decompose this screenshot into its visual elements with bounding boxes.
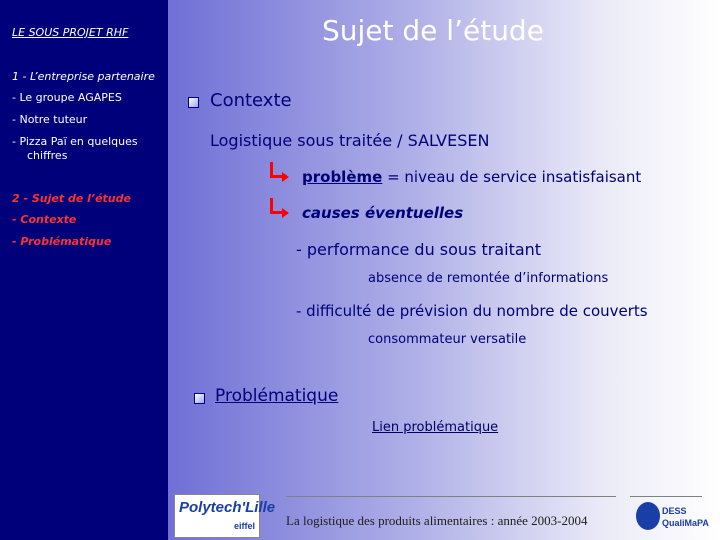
probleme-label: problème bbox=[302, 168, 383, 186]
problematique-heading: Problématique bbox=[215, 386, 339, 406]
dess-qualimapa-logo bbox=[636, 500, 708, 538]
polytech-lille-logo bbox=[174, 494, 276, 538]
consommateur-text: consommateur versatile bbox=[368, 332, 527, 347]
sidebar bbox=[0, 0, 168, 540]
sidebar-project-title[interactable]: LE SOUS PROJET RHF bbox=[12, 26, 129, 39]
probleme-text: = niveau de service insatisfaisant bbox=[387, 168, 642, 186]
logo-dess-text: DESS bbox=[662, 506, 687, 516]
red-arrow-icon bbox=[268, 162, 288, 184]
logistique-text: Logistique sous traitée / SALVESEN bbox=[210, 131, 490, 150]
sidebar-item-pizza-pai[interactable]: - Pizza Paï en quelques bbox=[12, 135, 138, 148]
sidebar-item-tuteur[interactable]: - Notre tuteur bbox=[12, 113, 88, 126]
contexte-heading: Contexte bbox=[210, 90, 292, 111]
lien-problematique-link[interactable]: Lien problématique bbox=[372, 420, 499, 435]
sidebar-item-agapes[interactable]: - Le groupe AGAPES bbox=[12, 91, 122, 104]
logo-eiffel-text: eiffel bbox=[233, 521, 255, 531]
square-bullet-icon bbox=[194, 393, 205, 404]
logo-qualimapa-text: QualiMaPA bbox=[662, 518, 709, 528]
difficulte-text: - difficulté de prévision du nombre de couverts bbox=[296, 302, 648, 320]
performance-text: - performance du sous traitant bbox=[296, 240, 542, 259]
square-bullet-icon bbox=[188, 97, 199, 108]
slide-content bbox=[168, 0, 720, 540]
sidebar-section-2[interactable]: 2 - Sujet de l’étude bbox=[12, 192, 131, 205]
causes-text: causes éventuelles bbox=[302, 204, 464, 222]
footer-divider bbox=[286, 496, 616, 497]
logo-polytech-text: Polytech'Lille bbox=[179, 499, 276, 516]
sidebar-item-problematique[interactable]: - Problématique bbox=[12, 235, 112, 248]
slide-title: Sujet de l’étude bbox=[322, 14, 544, 47]
logo-emblem-icon bbox=[636, 502, 660, 530]
sidebar-item-pizza-pai-cont[interactable]: chiffres bbox=[27, 149, 68, 162]
footer-text: La logistique des produits alimentaires : année 2003-2004 bbox=[286, 513, 588, 528]
sidebar-item-contexte[interactable]: - Contexte bbox=[12, 213, 77, 226]
sidebar-section-1[interactable]: 1 - L’entreprise partenaire bbox=[12, 70, 155, 83]
absence-text: absence de remontée d’informations bbox=[368, 271, 609, 286]
red-arrow-icon bbox=[268, 198, 288, 220]
footer-divider-right bbox=[630, 496, 702, 497]
probleme-line bbox=[302, 168, 641, 186]
